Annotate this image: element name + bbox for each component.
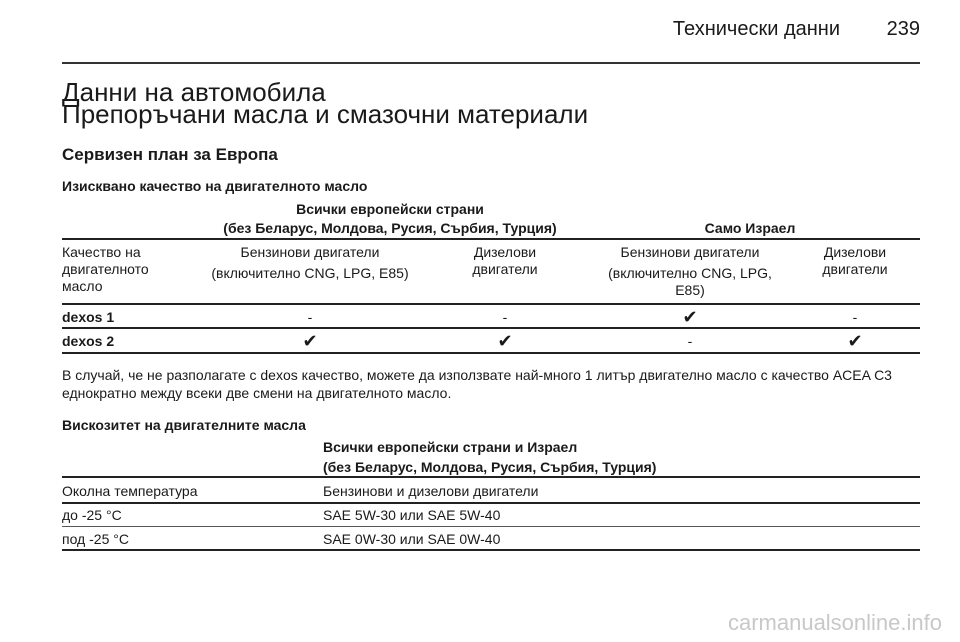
table-cell: SAE 0W-30 или SAE 0W-40 — [323, 531, 501, 547]
table-rule — [62, 238, 920, 240]
column-header-diesel-eu: Дизелови двигатели — [472, 244, 538, 277]
section-subtitle: Препоръчани масла и смазочни материали — [62, 99, 589, 129]
table-cell: - — [687, 333, 693, 349]
table-rule — [62, 549, 920, 551]
table-rule — [62, 352, 920, 354]
column-header-temperature: Околна температура — [62, 483, 198, 499]
column-header-quality: Качество на двигателното масло — [62, 244, 149, 294]
watermark-text: carmanualsonline.info — [727, 610, 942, 635]
check-icon: ✔ — [682, 307, 698, 327]
europe-group-header: Всички европейски страни — [296, 201, 484, 217]
table-cell: - — [502, 309, 508, 325]
europe-group-exclusions: (без Беларус, Молдова, Русия, Сърбия, Турция) — [223, 220, 557, 236]
check-icon: ✔ — [302, 331, 318, 351]
viscosity-group-header: Всички европейски страни и Израел — [323, 439, 578, 455]
note-paragraph: В случай, че не разполагате с dexos качество, можете да използвате най-много 1 литър двигателно масло с качество ACEA C3 еднократно между всеки две смени на двигателното масло. — [62, 367, 892, 401]
table-row-label: dexos 1 — [62, 309, 115, 325]
column-header-petrol-il: Бензинови двигатели — [620, 244, 760, 260]
check-icon: ✔ — [497, 331, 513, 351]
table-rule — [62, 476, 920, 478]
running-title: Технически данни — [672, 18, 840, 40]
column-header-engines: Бензинови и дизелови двигатели — [323, 483, 539, 499]
page-number: 239 — [886, 18, 920, 40]
column-note-petrol-eu: (включително CNG, LPG, E85) — [211, 265, 409, 281]
table-rule — [62, 526, 920, 527]
table-rule — [62, 327, 920, 329]
table-rule — [62, 502, 920, 504]
table-row-label: dexos 2 — [62, 333, 115, 349]
check-icon: ✔ — [847, 331, 863, 351]
table-rule — [62, 303, 920, 305]
section-title: Данни на автомобила — [62, 77, 326, 107]
table-cell: SAE 5W-30 или SAE 5W-40 — [323, 507, 501, 523]
column-note-petrol-il: (включително CNG, LPG, E85) — [608, 265, 772, 298]
table-cell: под -25 °C — [62, 531, 129, 547]
column-header-petrol-eu: Бензинови двигатели — [240, 244, 380, 260]
service-plan-heading: Сервизен план за Европа — [62, 145, 278, 164]
column-header-diesel-il: Дизелови двигатели — [822, 244, 888, 277]
oil-quality-heading: Изисквано качество на двигателното масло — [62, 178, 368, 194]
israel-group-header: Само Израел — [704, 220, 796, 236]
table-cell: - — [852, 309, 858, 325]
running-header — [62, 18, 920, 48]
viscosity-heading: Вискозитет на двигателните масла — [62, 417, 306, 433]
header-divider — [62, 62, 920, 64]
viscosity-group-exclusions: (без Беларус, Молдова, Русия, Сърбия, Турция) — [323, 459, 657, 475]
table-cell: до -25 °C — [62, 507, 122, 523]
table-cell: - — [307, 309, 313, 325]
